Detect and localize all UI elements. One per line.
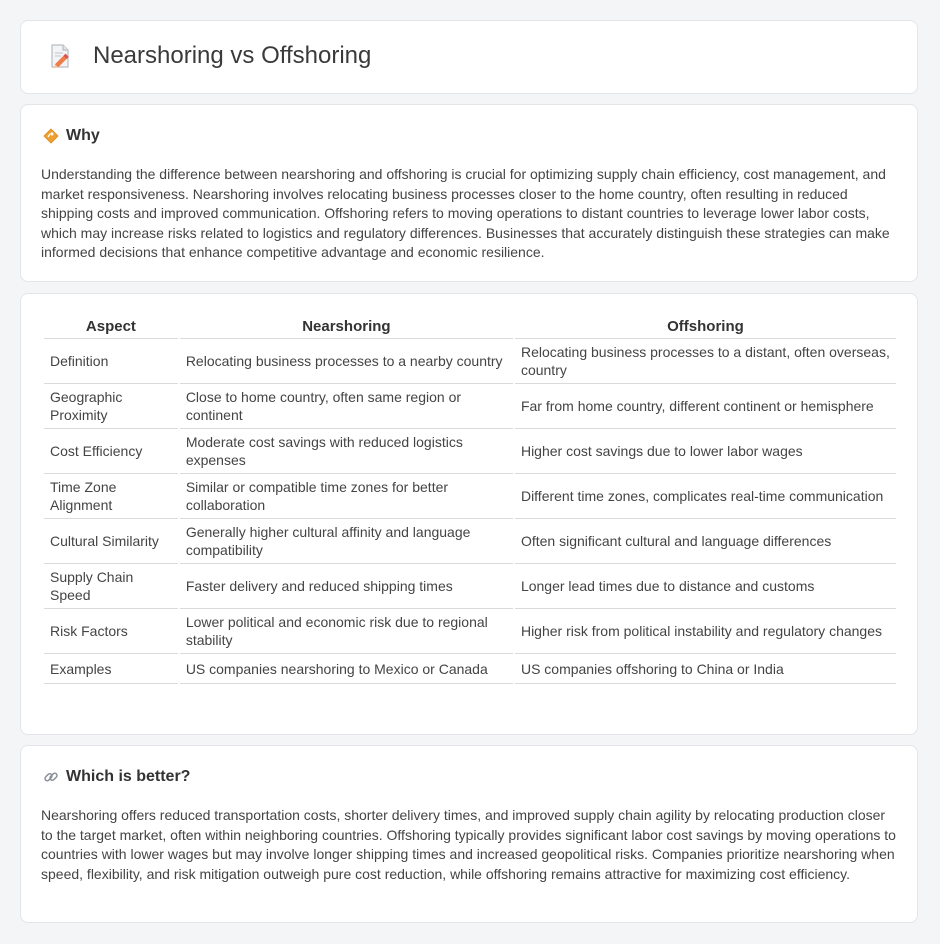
why-title: Why [66,127,100,144]
header-aspect: Aspect [44,315,178,339]
aspect-cell: Cost Efficiency [44,429,178,474]
nearshoring-cell: Moderate cost savings with reduced logistics expenses [180,429,513,474]
nearshoring-cell: Similar or compatible time zones for better collaboration [180,474,513,519]
table-row [44,384,896,429]
link-icon [43,769,59,785]
aspect-cell: Time Zone Alignment [44,474,178,519]
offshoring-cell: Longer lead times due to distance and customs [515,564,896,609]
aspect-cell: Geographic Proximity [44,384,178,429]
comparison-table [42,315,898,684]
aspect-cell: Examples [44,654,178,684]
header-offshoring: Offshoring [515,315,896,339]
header-card [20,20,918,94]
nearshoring-cell: US companies nearshoring to Mexico or Canada [180,654,513,684]
offshoring-cell: Far from home country, different continent or hemisphere [515,384,896,429]
why-card [20,104,918,282]
aspect-cell: Risk Factors [44,609,178,654]
offshoring-cell: US companies offshoring to China or India [515,654,896,684]
offshoring-cell: Relocating business processes to a distant, often overseas, country [515,339,896,384]
nearshoring-cell: Faster delivery and reduced shipping times [180,564,513,609]
better-title: Which is better? [66,768,191,785]
offshoring-cell: Higher cost savings due to lower labor wages [515,429,896,474]
header-nearshoring: Nearshoring [180,315,513,339]
offshoring-cell: Higher risk from political instability and regulatory changes [515,609,896,654]
table-row [44,564,896,609]
table-row [44,654,896,684]
better-heading [43,768,190,786]
diamond-sign-icon [43,128,59,144]
page-title: Nearshoring vs Offshoring [93,42,372,69]
table-row [44,339,896,384]
aspect-cell: Definition [44,339,178,384]
why-heading [43,127,100,145]
table-row [44,429,896,474]
table-row [44,519,896,564]
comparison-card [20,293,918,735]
table-header-row [44,315,896,339]
offshoring-cell: Different time zones, complicates real-time communication [515,474,896,519]
aspect-cell: Cultural Similarity [44,519,178,564]
better-body: Nearshoring offers reduced transportation costs, shorter delivery times, and improved supply chain agility by relocating production closer to the target market, often within neighboring countries. Offshoring typically provides significant labor cost savings by moving operations to countries with lower wages but may involve longer shipping times and increased geopolitical risks. Companies prioritize nearshoring when speed, flexibility, and risk mitigation outweigh pure cost reduction, while offshoring remains attractive for maximizing cost efficiency. [41,807,896,882]
title-row [45,41,371,71]
table-row [44,609,896,654]
nearshoring-cell: Relocating business processes to a nearby country [180,339,513,384]
why-body: Understanding the difference between nearshoring and offshoring is crucial for optimizing supply chain efficiency, cost management, and market responsiveness. Nearshoring involves relocating business processes closer to the home country, often resulting in reduced shipping costs and improved communication. Offshoring refers to moving operations to distant countries to leverage lower labor costs, which may increase risks related to logistics and regulatory differences. Businesses that accurately distinguish these strategies can make informed decisions that enhance competitive advantage and economic resilience. [41,166,890,260]
aspect-cell: Supply Chain Speed [44,564,178,609]
nearshoring-cell: Close to home country, often same region or continent [180,384,513,429]
offshoring-cell: Often significant cultural and language differences [515,519,896,564]
document-pencil-icon [45,41,75,71]
nearshoring-cell: Lower political and economic risk due to regional stability [180,609,513,654]
nearshoring-cell: Generally higher cultural affinity and language compatibility [180,519,513,564]
table-row [44,474,896,519]
which-is-better-card [20,745,918,923]
